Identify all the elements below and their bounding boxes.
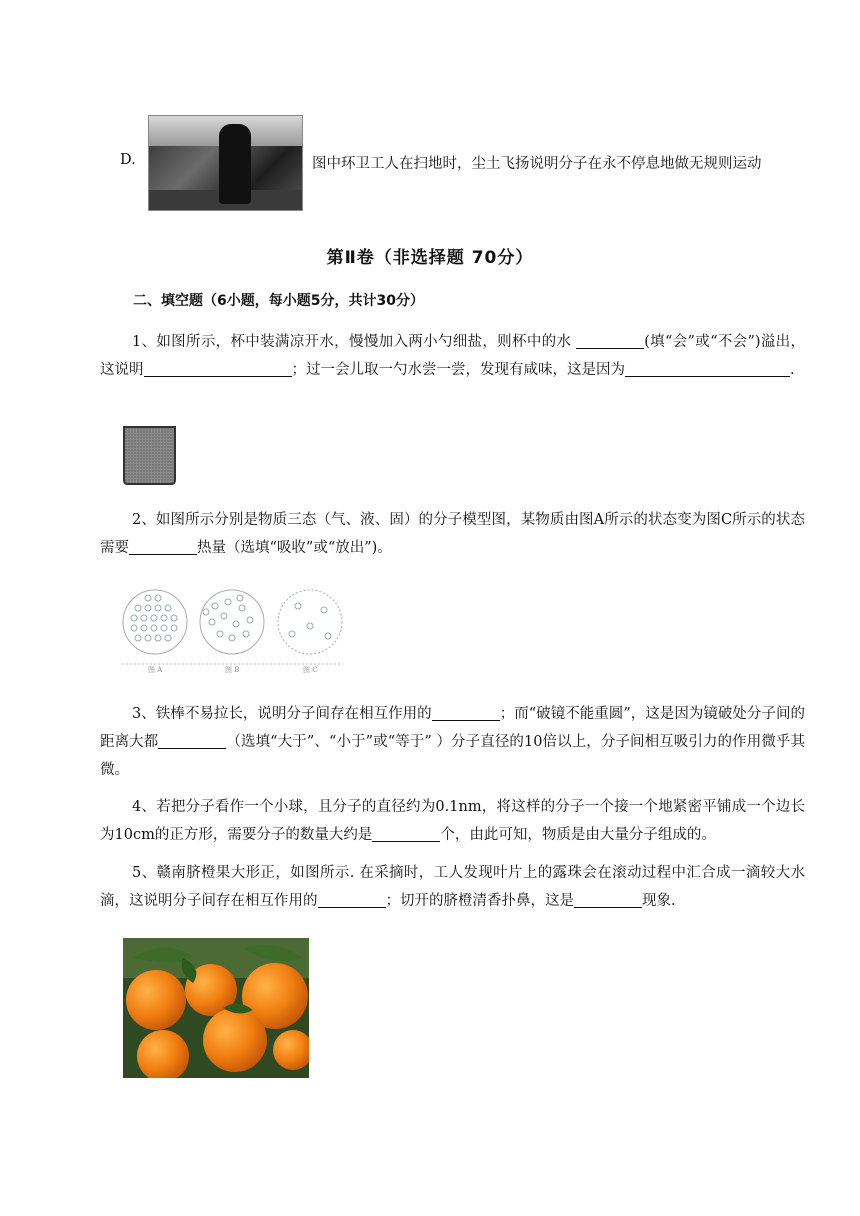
answer-blank[interactable] (129, 538, 197, 555)
answer-blank[interactable] (158, 732, 226, 749)
answer-blank[interactable] (625, 360, 790, 377)
answer-blank[interactable] (372, 825, 440, 842)
question-2: 2、如图所示分别是物质三态（气、液、固）的分子模型图，某物质由图A所示的状态变为图C所示的状态需要 热量（选填“吸收”或“放出”)。 (100, 512, 805, 556)
part-heading: 二、填空题（6小题，每小题5分，共计30分） (133, 293, 424, 309)
option-d-text: 图中环卫工人在扫地时，尘土飞扬说明分子在永不停息地做无规则运动 (312, 156, 762, 172)
figure-label-a: 图 A (148, 666, 163, 674)
answer-blank[interactable] (576, 332, 644, 349)
question-4: 4、若把分子看作一个小球，且分子的直径约为0.1nm，将这样的分子一个接一个地紧密平铺成一个边长为10cm的正方形，需要分子的数量大约是 个，由此可知，物质是由大量分子组成的。 (100, 799, 805, 843)
question-1: 1、如图所示，杯中装满凉开水，慢慢加入两小勺细盐，则杯中的水 (填“会”或“不会”)溢出，这说明 ；过一会儿取一勺水尝一尝，发现有咸味，这是因为 . (100, 334, 805, 378)
option-d-label: D. (120, 152, 136, 168)
question-3: 3、铁棒不易拉长，说明分子间存在相互作用的 ；而“破镜不能重圆”，这是因为镜破处分子间的距离大都 （选填“大于”、“小于”或“等于” ）分子直径的10倍以上，分子间相互吸引力的作用微乎其微。 (100, 706, 805, 778)
section-title: 第Ⅱ卷（非选择题 70分） (326, 248, 534, 268)
answer-blank[interactable] (144, 360, 292, 377)
cup-figure (122, 425, 177, 486)
street-sweeper-photo (148, 115, 303, 211)
three-states-molecular-figure (120, 580, 345, 675)
figure-label-b: 图 B (225, 666, 240, 674)
answer-blank[interactable] (574, 891, 642, 908)
navel-orange-photo (123, 938, 309, 1078)
answer-blank[interactable] (318, 891, 386, 908)
question-5: 5、赣南脐橙果大形正，如图所示. 在采摘时，工人发现叶片上的露珠会在滚动过程中汇合成一滴较大水滴，这说明分子间存在相互作用的 ；切开的脐橙清香扑鼻，这是 现象. (100, 865, 805, 909)
answer-blank[interactable] (432, 704, 500, 721)
figure-label-c: 图 C (303, 666, 318, 674)
